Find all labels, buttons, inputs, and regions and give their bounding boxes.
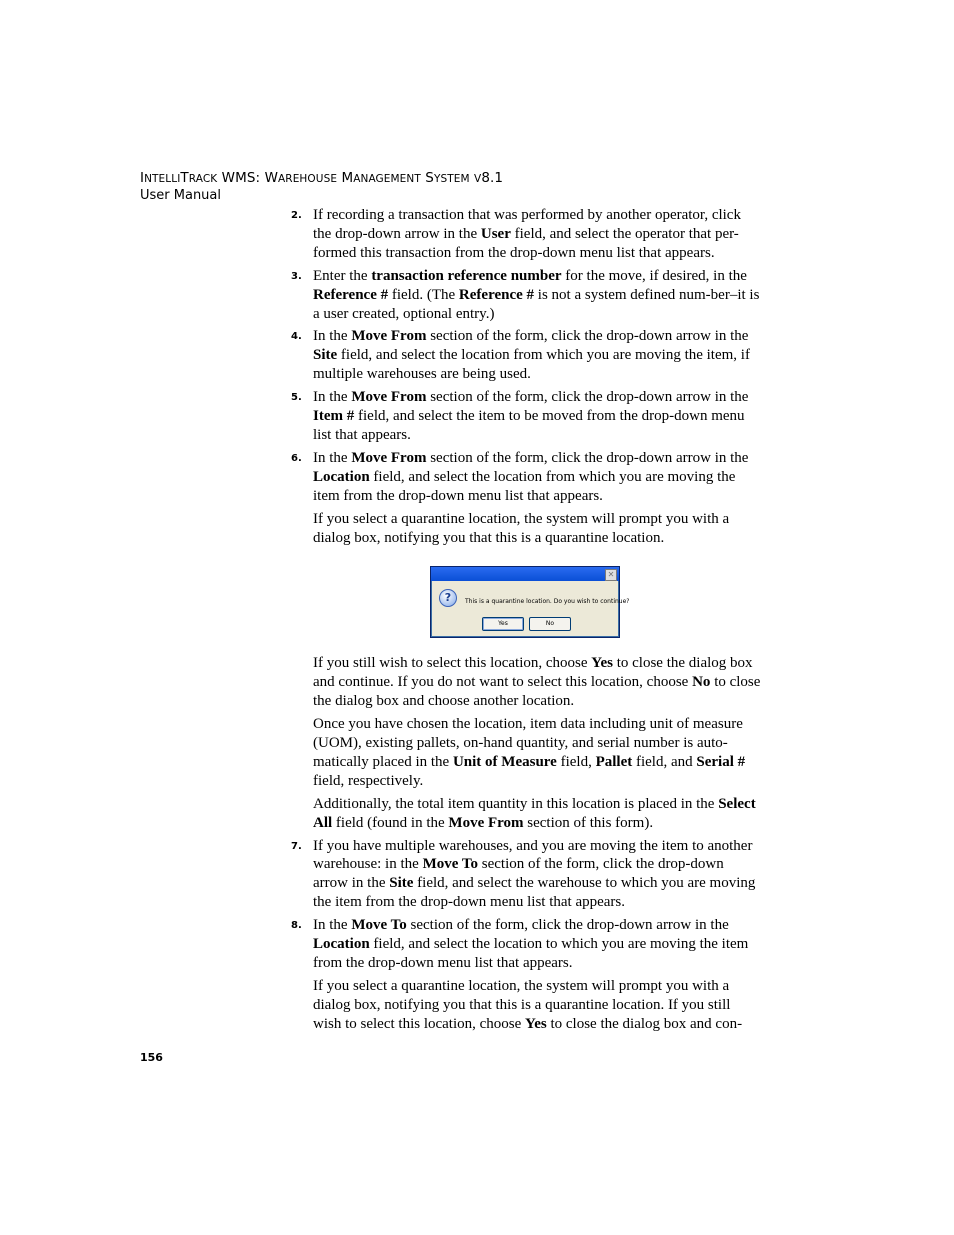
field-name: Reference # — [458, 286, 535, 303]
dialog-message: This is a quarantine location. Do you wish to continue? — [465, 598, 630, 606]
step-5 — [291, 388, 761, 445]
step-text: field, and select the operator that per-formed this transaction from the drop-down menu list that appears. — [313, 225, 739, 261]
step-number: 7. — [291, 840, 302, 852]
step-text: section of the form, click the drop-down arrow in the — [426, 328, 749, 345]
field-name: Move From — [448, 814, 524, 831]
step-text: If you have multiple warehouses, and you are moving the item to another warehouse: in the — [313, 837, 753, 873]
step-text: In the — [313, 328, 352, 345]
field-name: Location — [313, 468, 370, 485]
step-8 — [291, 916, 761, 973]
paragraph — [313, 654, 761, 711]
step-text: for the move, if desired, in the — [561, 267, 747, 284]
field-name: No — [692, 674, 711, 691]
step-text: section of the form, click the drop-down arrow in the — [426, 389, 749, 406]
field-name: Pallet — [595, 753, 633, 770]
paragraph-text: field, respectively. — [313, 772, 424, 789]
step-text: field, and select the location to which you are moving the item from the drop-down menu list that appears. — [313, 936, 749, 971]
field-name: Select All — [313, 795, 756, 831]
running-header-subtitle: User Manual — [140, 188, 222, 203]
header-text: AREHOUSE — [278, 173, 338, 185]
field-name: Serial # — [696, 753, 746, 770]
step-4 — [291, 327, 761, 384]
header-text: V — [474, 173, 482, 185]
paragraph-text: Once you have chosen the location, item data including unit of measure (UOM), existing pallets, on-hand quantity, and serial number is auto-matically placed in the — [313, 716, 743, 770]
field-name: Move From — [351, 389, 427, 406]
step-text: In the — [313, 917, 352, 934]
page-number: 156 — [140, 1051, 163, 1064]
field-name: Move From — [351, 449, 427, 466]
no-button[interactable]: No — [529, 617, 571, 631]
step-text: Enter the — [313, 267, 372, 284]
yes-button[interactable]: Yes — [482, 617, 524, 631]
step-number: 6. — [291, 452, 302, 464]
step-text: section of the form, click the drop-down arrow in the — [313, 856, 724, 892]
step-text: section of the form, click the drop-down arrow in the — [426, 449, 749, 466]
step-text: field, and select the item to be moved from the drop-down menu list that appears. — [313, 408, 745, 443]
paragraph-text: field, and — [632, 753, 697, 770]
paragraph: If you select a quarantine location, the system will prompt you with a dialog box, notifying you that this is a quarantine location. — [313, 510, 730, 546]
step-text: In the — [313, 449, 352, 466]
step-2 — [291, 206, 761, 263]
step-text: field, and select the location from which you are moving the item from the drop-down menu list that appears. — [313, 468, 736, 504]
header-text: M — [337, 170, 354, 186]
header-text: YSTEM — [433, 173, 470, 185]
paragraph-text: Additionally, the total item quantity in this location is placed in the — [313, 795, 719, 812]
field-name: Reference # — [313, 286, 389, 303]
field-name: transaction reference number — [371, 267, 562, 284]
step-number: 8. — [291, 920, 302, 932]
header-text: RACK — [188, 173, 218, 185]
quarantine-dialog — [430, 566, 630, 638]
field-name: Site — [389, 875, 414, 892]
paragraph-text: to close the dialog box and con- — [546, 1015, 743, 1032]
header-text: WMS: — [217, 170, 265, 186]
close-icon[interactable]: ✕ — [605, 569, 617, 581]
header-text: I — [140, 170, 145, 186]
header-text: ANAGEMENT — [353, 173, 421, 185]
dialog-screenshot — [313, 566, 761, 640]
step-number: 2. — [291, 210, 302, 221]
step-text: field. (The — [388, 286, 459, 303]
paragraph — [313, 795, 761, 833]
step-text: If recording a transaction that was performed by another operator, click the drop-down arrow in the — [313, 207, 741, 242]
step-text: In the — [313, 389, 352, 406]
field-name: Site — [313, 347, 338, 364]
step-number: 5. — [291, 392, 302, 404]
header-text: 8.1 — [481, 170, 504, 186]
running-header-title — [140, 170, 503, 186]
header-text: NTELLI — [144, 173, 181, 185]
paragraph-text: If you select a quarantine location, the system will prompt you with a dialog box, notifying you that this is a quarantine location. If you still wish to select this location, choose — [313, 977, 731, 1032]
field-name: Move From — [351, 328, 427, 345]
field-name: Unit of Measure — [452, 753, 557, 770]
field-name: User — [480, 225, 511, 242]
header-text: W — [264, 170, 279, 186]
step-6 — [291, 449, 761, 506]
step-text: field, and select the location from which you are moving the item, if multiple warehouses are being used. — [313, 347, 750, 383]
paragraph — [313, 977, 761, 1034]
step-text: is not a system defined num-ber–it is a user created, optional entry.) — [313, 286, 760, 322]
body-text — [291, 206, 761, 1038]
step-text: field, and select the warehouse to which you are moving the item from the drop-down menu list that appears. — [313, 875, 756, 911]
paragraph — [313, 715, 761, 791]
paragraph-text: to close the dialog box and choose another location. — [313, 674, 761, 710]
paragraph-text: field, — [556, 753, 596, 770]
paragraph-text: If you still wish to select this location, choose — [313, 655, 592, 672]
field-name: Move To — [422, 856, 478, 873]
field-name: Move To — [351, 917, 407, 934]
step-text: section of the form, click the drop-down arrow in the — [406, 917, 729, 934]
field-name: Yes — [591, 655, 613, 672]
field-name: Item # — [313, 408, 355, 425]
paragraph-text: section of this form). — [523, 814, 654, 831]
step-number: 4. — [291, 331, 302, 343]
field-name: Location — [313, 936, 370, 953]
paragraph-text: to close the dialog box and continue. If you do not want to select this location, choose — [313, 655, 753, 691]
step-number: 3. — [291, 270, 302, 282]
step-7 — [291, 837, 761, 913]
dialog-titlebar — [431, 567, 619, 581]
step-3 — [291, 267, 761, 324]
question-icon: ? — [439, 589, 457, 607]
paragraph-text: field (found in the — [332, 814, 449, 831]
header-text: S — [420, 170, 434, 186]
field-name: Yes — [525, 1015, 547, 1032]
header-text: T — [180, 170, 189, 186]
